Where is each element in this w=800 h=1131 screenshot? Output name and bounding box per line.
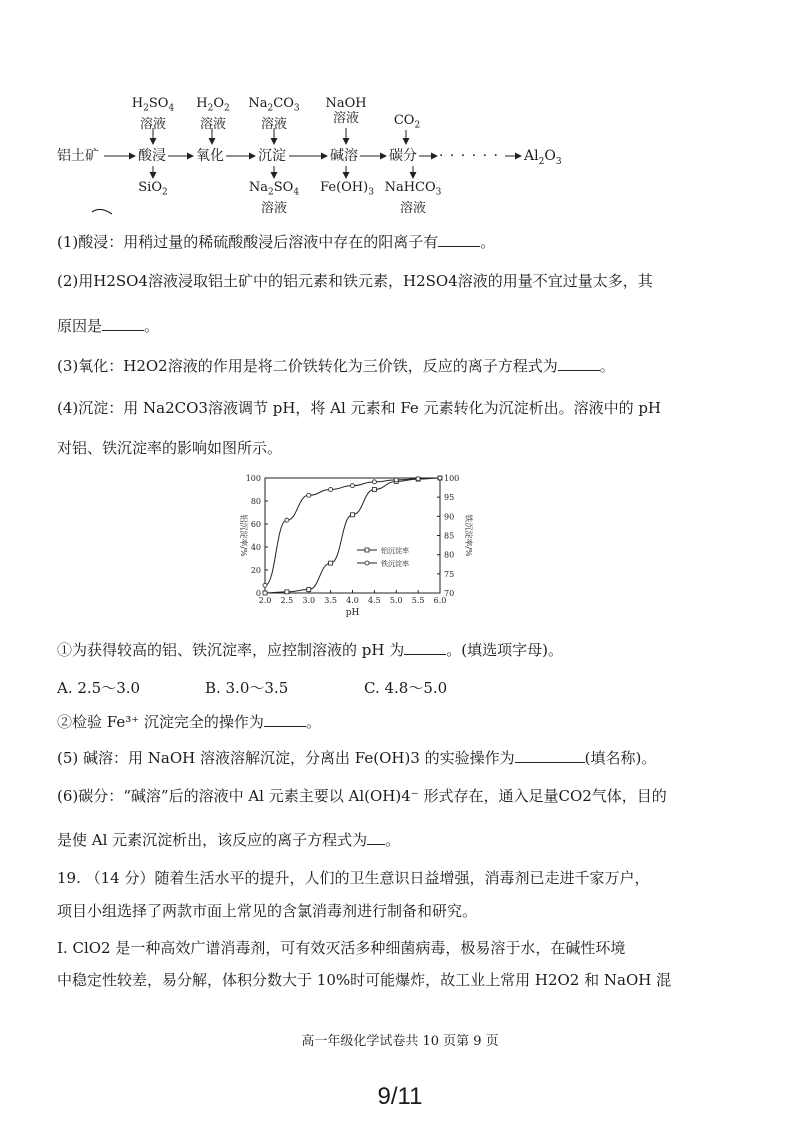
question-2-line1: (2)用H2SO4溶液浸取铝土矿中的铝元素和铁元素，H2SO4溶液的用量不宜过量太多，其 bbox=[57, 272, 653, 290]
question-2-line2: 原因是 。 bbox=[57, 317, 160, 335]
flow-start: 铝土矿 bbox=[57, 148, 99, 164]
ph-precipitation-chart bbox=[225, 468, 500, 628]
x-tick-label: 2.0 bbox=[258, 596, 272, 605]
y-left-tick-label: 60 bbox=[250, 520, 261, 529]
y-right-tick-label: 90 bbox=[444, 512, 455, 522]
question-4-line1: (4)沉淀：用 Na2CO3溶液调节 pH，将 Al 元素和 Fe 元素转化为沉淀析出。溶液中的 pH bbox=[57, 399, 662, 417]
reagent-na2co3: $Na_2CO_3$ 溶液 bbox=[248, 96, 300, 132]
reagent-co2: $CO_2$ bbox=[393, 113, 421, 131]
y-left-axis-label: 铝沉淀率/% bbox=[239, 514, 248, 557]
y-left-tick-label: 80 bbox=[250, 497, 261, 506]
y-left-tick-label: 20 bbox=[250, 566, 261, 575]
answer-blank bbox=[367, 830, 385, 845]
product-sio2: SiO$_2$ bbox=[138, 180, 168, 198]
question-4-sub2: ②检验 Fe³⁺ 沉淀完全的操作为 。 bbox=[57, 713, 321, 731]
data-point-iron bbox=[351, 484, 355, 488]
flow-step-acid-leach: 酸浸 bbox=[138, 148, 166, 164]
question-4-sub1: ①为获得较高的铝、铁沉淀率，应控制溶液的 pH 为 。(填选项字母)。 bbox=[57, 641, 563, 659]
y-right-tick-label: 80 bbox=[444, 550, 455, 560]
question-19-line2: 项目小组选择了两款市面上常见的含氯消毒剂进行制备和研究。 bbox=[57, 902, 478, 920]
question-6-line1: (6)碳分：“碱溶”后的溶液中 Al 元素主要以 Al(OH)4⁻ 形式存在，通入足量CO2气体，目的 bbox=[57, 787, 667, 805]
data-point-iron bbox=[438, 476, 442, 480]
plot-frame bbox=[265, 478, 440, 593]
flow-step-oxidation: 氧化 bbox=[196, 148, 224, 164]
data-point-iron bbox=[372, 480, 376, 484]
legend-label: 铁沉淀率 bbox=[381, 560, 409, 568]
legend-label: 铝沉淀率 bbox=[381, 547, 409, 555]
product-feoh3: $Fe(OH)_3$ bbox=[320, 180, 374, 198]
question-5: (5) 碱溶：用 NaOH 溶液溶解沉淀，分离出 Fe(OH)3 的实验操作为 (填名称)。 bbox=[57, 749, 657, 767]
data-point-iron bbox=[416, 477, 420, 481]
question-3: (3)氧化：H2O2溶液的作用是将二价铁转化为三价铁，反应的离子方程式为 。 bbox=[57, 357, 615, 375]
data-point-iron bbox=[394, 478, 398, 482]
x-tick-label: 3.5 bbox=[324, 596, 337, 605]
data-point-aluminum bbox=[329, 561, 333, 565]
y-right-tick-label: 70 bbox=[444, 589, 455, 598]
series-line-aluminum bbox=[265, 478, 440, 593]
flow-arrows bbox=[0, 0, 800, 230]
y-right-tick-label: 95 bbox=[444, 493, 455, 503]
question-19-line4: 中稳定性较差，易分解，体积分数大于 10%时可能爆炸，故工业上常用 H2O2 和 NaOH 混 bbox=[57, 971, 672, 989]
question-4-line2: 对铝、铁沉淀率的影响如图所示。 bbox=[57, 439, 283, 457]
question-1: (1)酸浸：用稍过量的稀硫酸酸浸后溶液中存在的阳离子有 。 bbox=[57, 233, 496, 251]
y-left-tick-label: 40 bbox=[250, 543, 261, 552]
x-tick-label: 6.0 bbox=[433, 596, 447, 605]
reagent-h2so4: $H_2SO_4$ 溶液 bbox=[131, 96, 175, 132]
x-tick-label: 4.0 bbox=[346, 596, 359, 605]
question-19-line1: 19. （14 分）随着生活水平的提升，人们的卫生意识日益增强，消毒剂已走进千家万户， bbox=[57, 869, 650, 887]
question-19-line3: Ⅰ. ClO2 是一种高效广谱消毒剂，可有效灭活多种细菌病毒，极易溶于水，在碱性环境 bbox=[57, 939, 626, 957]
option-b: B. 3.0～3.5 bbox=[205, 679, 289, 697]
y-right-tick-label: 100 bbox=[444, 474, 460, 483]
x-tick-label: 4.5 bbox=[368, 596, 381, 605]
product-na2so4: $Na_2SO_4$ 溶液 bbox=[248, 180, 300, 216]
answer-blank bbox=[264, 712, 306, 727]
x-tick-label: 5.5 bbox=[411, 596, 425, 605]
answer-blank bbox=[438, 232, 480, 247]
x-tick-label: 3.0 bbox=[302, 596, 316, 605]
y-left-tick-label: 100 bbox=[245, 474, 261, 483]
data-point-iron bbox=[263, 583, 267, 587]
option-a: A. 2.5～3.0 bbox=[57, 679, 141, 697]
flow-step-precipitation: 沉淀 bbox=[258, 148, 286, 164]
legend-marker-circle bbox=[365, 561, 369, 565]
data-point-aluminum bbox=[351, 513, 355, 517]
data-point-iron bbox=[285, 518, 289, 522]
answer-blank bbox=[558, 356, 600, 371]
reagent-naoh: NaOH 溶液 bbox=[325, 96, 367, 126]
question-6-line2: 是使 Al 元素沉淀析出，该反应的离子方程式为 。 bbox=[57, 831, 401, 849]
data-point-iron bbox=[329, 488, 333, 492]
data-point-iron bbox=[307, 493, 311, 497]
series-line-iron bbox=[265, 478, 440, 585]
y-right-tick-label: 75 bbox=[444, 569, 455, 579]
page-footer: 高一年级化学试卷共 10 页第 9 页 bbox=[301, 1034, 499, 1049]
y-right-tick-label: 85 bbox=[444, 531, 455, 541]
x-axis-label: pH bbox=[345, 608, 360, 618]
x-tick-label: 5.0 bbox=[389, 596, 403, 605]
flow-dots: · · · · · · bbox=[439, 148, 499, 164]
answer-blank bbox=[515, 748, 585, 763]
y-right-axis-label: 铁沉淀率/% bbox=[464, 514, 473, 557]
data-point-aluminum bbox=[263, 591, 267, 595]
reagent-h2o2: $H_2O_2$ 溶液 bbox=[196, 96, 230, 132]
answer-blank bbox=[404, 640, 446, 655]
option-c: C. 4.8～5.0 bbox=[364, 679, 448, 697]
legend-marker-square bbox=[365, 548, 369, 552]
answer-blank bbox=[102, 316, 144, 331]
x-tick-label: 2.5 bbox=[280, 596, 294, 605]
flow-step-alkali-dissolve: 碱溶 bbox=[330, 148, 358, 164]
data-point-aluminum bbox=[372, 488, 376, 492]
flow-end-al2o3: $Al_2O_3$ bbox=[524, 148, 562, 167]
data-point-aluminum bbox=[307, 588, 311, 592]
flow-step-carbonation: 碳分 bbox=[389, 148, 417, 164]
y-left-tick-label: 0 bbox=[255, 589, 261, 598]
page-number: 9/11 bbox=[377, 1083, 423, 1110]
data-point-aluminum bbox=[285, 590, 289, 594]
product-nahco3: NaHCO$_3$ 溶液 bbox=[384, 180, 442, 216]
